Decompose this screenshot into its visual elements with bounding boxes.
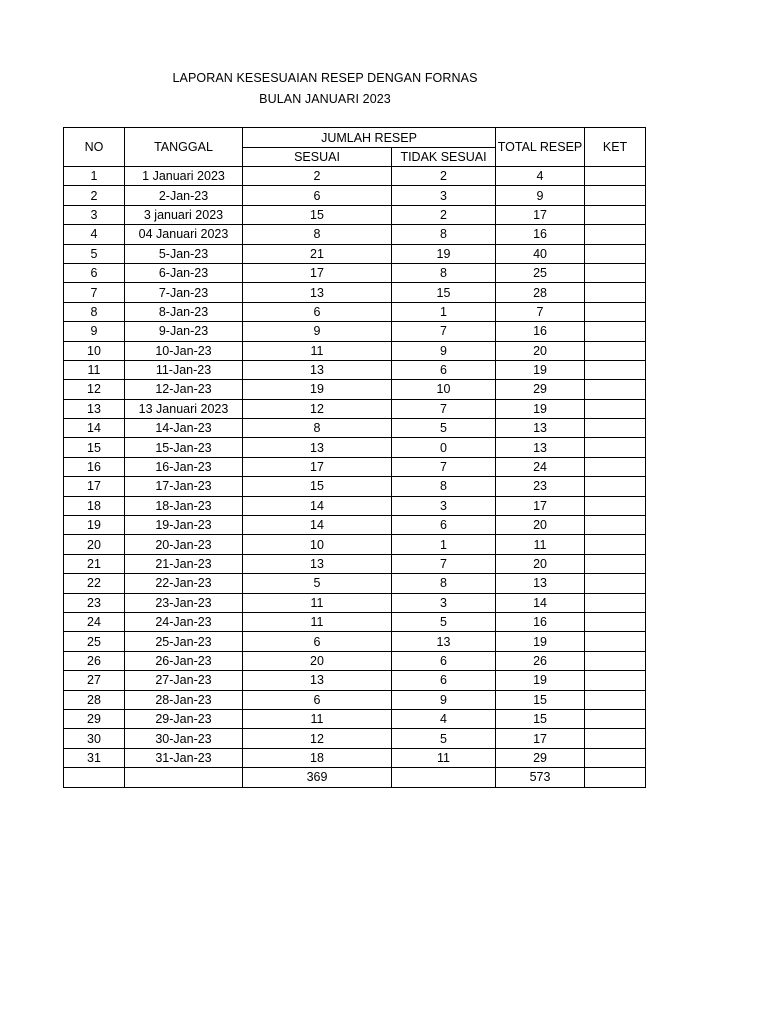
ket-cell	[585, 516, 646, 535]
sesuai-cell: 20	[243, 651, 392, 670]
ket-cell	[585, 438, 646, 457]
sesuai-cell: 2	[243, 167, 392, 186]
table-row	[64, 516, 646, 535]
tidak-sesuai-cell: 9	[392, 341, 496, 360]
total-resep-cell: 15	[496, 690, 585, 709]
tidak-sesuai-cell: 1	[392, 302, 496, 321]
ket-cell	[585, 263, 646, 282]
no-cell: 26	[64, 651, 125, 670]
no-cell: 4	[64, 225, 125, 244]
sesuai-cell: 11	[243, 709, 392, 728]
tanggal-cell: 24-Jan-23	[125, 612, 243, 631]
ket-cell	[585, 399, 646, 418]
table-row	[64, 186, 646, 205]
total-no-cell	[64, 768, 125, 787]
tanggal-cell: 19-Jan-23	[125, 516, 243, 535]
header-sesuai: SESUAI	[243, 148, 392, 167]
no-cell: 9	[64, 322, 125, 341]
table-row	[64, 244, 646, 263]
tidak-sesuai-cell: 7	[392, 554, 496, 573]
total-resep-cell: 9	[496, 186, 585, 205]
sesuai-cell: 14	[243, 516, 392, 535]
total-resep-cell: 17	[496, 729, 585, 748]
table-header-row	[64, 128, 646, 148]
ket-cell	[585, 380, 646, 399]
tanggal-cell: 31-Jan-23	[125, 748, 243, 767]
sesuai-cell: 5	[243, 574, 392, 593]
tanggal-cell: 13 Januari 2023	[125, 399, 243, 418]
tanggal-cell: 5-Jan-23	[125, 244, 243, 263]
no-cell: 8	[64, 302, 125, 321]
tanggal-cell: 30-Jan-23	[125, 729, 243, 748]
table-row	[64, 748, 646, 767]
tanggal-cell: 10-Jan-23	[125, 341, 243, 360]
sesuai-cell: 13	[243, 671, 392, 690]
no-cell: 17	[64, 477, 125, 496]
report-title: LAPORAN KESESUAIAN RESEP DENGAN FORNAS	[172, 71, 478, 85]
tidak-sesuai-cell: 2	[392, 205, 496, 224]
total-resep-cell: 19	[496, 360, 585, 379]
total-resep-cell: 14	[496, 593, 585, 612]
total-resep-cell: 20	[496, 341, 585, 360]
tidak-sesuai-cell: 11	[392, 748, 496, 767]
total-ket-cell	[585, 768, 646, 787]
sesuai-cell: 21	[243, 244, 392, 263]
tidak-sesuai-cell: 8	[392, 574, 496, 593]
table-row	[64, 632, 646, 651]
total-resep-cell: 13	[496, 438, 585, 457]
table-row	[64, 225, 646, 244]
tanggal-cell: 25-Jan-23	[125, 632, 243, 651]
header-no: NO	[64, 128, 125, 167]
total-resep-cell: 17	[496, 205, 585, 224]
tanggal-cell: 7-Jan-23	[125, 283, 243, 302]
tidak-sesuai-cell: 9	[392, 690, 496, 709]
tanggal-cell: 17-Jan-23	[125, 477, 243, 496]
total-resep-cell: 16	[496, 612, 585, 631]
sesuai-cell: 15	[243, 205, 392, 224]
total-resep-cell: 40	[496, 244, 585, 263]
table-row	[64, 457, 646, 476]
sesuai-cell: 12	[243, 729, 392, 748]
total-resep-cell: 573	[496, 768, 585, 787]
tidak-sesuai-cell: 8	[392, 225, 496, 244]
no-cell: 3	[64, 205, 125, 224]
total-resep-cell: 28	[496, 283, 585, 302]
no-cell: 31	[64, 748, 125, 767]
total-resep-cell: 20	[496, 554, 585, 573]
sesuai-cell: 6	[243, 302, 392, 321]
tanggal-cell: 9-Jan-23	[125, 322, 243, 341]
table-row	[64, 438, 646, 457]
ket-cell	[585, 322, 646, 341]
ket-cell	[585, 496, 646, 515]
no-cell: 11	[64, 360, 125, 379]
sesuai-cell: 15	[243, 477, 392, 496]
no-cell: 15	[64, 438, 125, 457]
ket-cell	[585, 612, 646, 631]
table-row	[64, 554, 646, 573]
table-row	[64, 322, 646, 341]
no-cell: 20	[64, 535, 125, 554]
ket-cell	[585, 748, 646, 767]
no-cell: 2	[64, 186, 125, 205]
total-resep-cell: 19	[496, 671, 585, 690]
ket-cell	[585, 457, 646, 476]
total-tidak-sesuai-cell	[392, 768, 496, 787]
table-row	[64, 535, 646, 554]
ket-cell	[585, 632, 646, 651]
ket-cell	[585, 225, 646, 244]
table-row	[64, 341, 646, 360]
table-row	[64, 380, 646, 399]
tanggal-cell: 21-Jan-23	[125, 554, 243, 573]
tidak-sesuai-cell: 6	[392, 671, 496, 690]
sesuai-cell: 9	[243, 322, 392, 341]
total-resep-cell: 4	[496, 167, 585, 186]
ket-cell	[585, 690, 646, 709]
sesuai-cell: 19	[243, 380, 392, 399]
sesuai-cell: 13	[243, 360, 392, 379]
total-resep-cell: 7	[496, 302, 585, 321]
table-row	[64, 496, 646, 515]
table-row	[64, 399, 646, 418]
total-resep-cell: 24	[496, 457, 585, 476]
table-row	[64, 612, 646, 631]
total-resep-cell: 15	[496, 709, 585, 728]
total-resep-cell: 13	[496, 574, 585, 593]
no-cell: 27	[64, 671, 125, 690]
ket-cell	[585, 593, 646, 612]
total-resep-cell: 17	[496, 496, 585, 515]
sesuai-cell: 6	[243, 186, 392, 205]
tidak-sesuai-cell: 5	[392, 612, 496, 631]
total-tanggal-cell	[125, 768, 243, 787]
table-row	[64, 360, 646, 379]
tidak-sesuai-cell: 13	[392, 632, 496, 651]
no-cell: 13	[64, 399, 125, 418]
tidak-sesuai-cell: 2	[392, 167, 496, 186]
tanggal-cell: 26-Jan-23	[125, 651, 243, 670]
tidak-sesuai-cell: 6	[392, 360, 496, 379]
sesuai-cell: 17	[243, 457, 392, 476]
tidak-sesuai-cell: 6	[392, 516, 496, 535]
tanggal-cell: 27-Jan-23	[125, 671, 243, 690]
tanggal-cell: 28-Jan-23	[125, 690, 243, 709]
ket-cell	[585, 186, 646, 205]
tidak-sesuai-cell: 10	[392, 380, 496, 399]
ket-cell	[585, 477, 646, 496]
ket-cell	[585, 360, 646, 379]
sesuai-cell: 13	[243, 554, 392, 573]
header-ket: KET	[585, 128, 646, 167]
tanggal-cell: 12-Jan-23	[125, 380, 243, 399]
sesuai-cell: 6	[243, 632, 392, 651]
table-row	[64, 477, 646, 496]
table-row	[64, 593, 646, 612]
total-resep-cell: 26	[496, 651, 585, 670]
report-subtitle: BULAN JANUARI 2023	[259, 92, 391, 106]
tanggal-cell: 11-Jan-23	[125, 360, 243, 379]
ket-cell	[585, 554, 646, 573]
tanggal-cell: 15-Jan-23	[125, 438, 243, 457]
header-tidak-sesuai: TIDAK SESUAI	[392, 148, 496, 167]
ket-cell	[585, 729, 646, 748]
ket-cell	[585, 419, 646, 438]
table-row	[64, 302, 646, 321]
no-cell: 14	[64, 419, 125, 438]
ket-cell	[585, 671, 646, 690]
tanggal-cell: 23-Jan-23	[125, 593, 243, 612]
table-row	[64, 690, 646, 709]
tanggal-cell: 14-Jan-23	[125, 419, 243, 438]
tanggal-cell: 3 januari 2023	[125, 205, 243, 224]
no-cell: 30	[64, 729, 125, 748]
tidak-sesuai-cell: 19	[392, 244, 496, 263]
tidak-sesuai-cell: 7	[392, 322, 496, 341]
header-total-resep: TOTAL RESEP	[496, 128, 585, 167]
sesuai-cell: 6	[243, 690, 392, 709]
total-resep-cell: 13	[496, 419, 585, 438]
no-cell: 16	[64, 457, 125, 476]
tidak-sesuai-cell: 3	[392, 186, 496, 205]
tanggal-cell: 29-Jan-23	[125, 709, 243, 728]
sesuai-cell: 12	[243, 399, 392, 418]
ket-cell	[585, 709, 646, 728]
table-row	[64, 419, 646, 438]
no-cell: 28	[64, 690, 125, 709]
sesuai-cell: 11	[243, 341, 392, 360]
header-tanggal: TANGGAL	[125, 128, 243, 167]
sesuai-cell: 11	[243, 593, 392, 612]
tidak-sesuai-cell: 8	[392, 477, 496, 496]
tanggal-cell: 16-Jan-23	[125, 457, 243, 476]
header-jumlah-resep: JUMLAH RESEP	[243, 128, 496, 148]
ket-cell	[585, 341, 646, 360]
total-resep-cell: 16	[496, 225, 585, 244]
total-sesuai-cell: 369	[243, 768, 392, 787]
ket-cell	[585, 651, 646, 670]
tidak-sesuai-cell: 5	[392, 729, 496, 748]
tanggal-cell: 6-Jan-23	[125, 263, 243, 282]
total-resep-cell: 29	[496, 748, 585, 767]
table-row	[64, 574, 646, 593]
table-body	[64, 167, 646, 768]
ket-cell	[585, 574, 646, 593]
tidak-sesuai-cell: 3	[392, 496, 496, 515]
no-cell: 24	[64, 612, 125, 631]
sesuai-cell: 8	[243, 419, 392, 438]
total-resep-cell: 23	[496, 477, 585, 496]
total-resep-cell: 11	[496, 535, 585, 554]
no-cell: 1	[64, 167, 125, 186]
table-row	[64, 729, 646, 748]
tanggal-cell: 20-Jan-23	[125, 535, 243, 554]
sesuai-cell: 10	[243, 535, 392, 554]
totals-row	[64, 768, 646, 787]
tidak-sesuai-cell: 8	[392, 263, 496, 282]
no-cell: 23	[64, 593, 125, 612]
sesuai-cell: 8	[243, 225, 392, 244]
table-row	[64, 263, 646, 282]
tidak-sesuai-cell: 5	[392, 419, 496, 438]
table-row	[64, 651, 646, 670]
total-resep-cell: 19	[496, 399, 585, 418]
table-row	[64, 709, 646, 728]
table-row	[64, 283, 646, 302]
ket-cell	[585, 283, 646, 302]
tanggal-cell: 2-Jan-23	[125, 186, 243, 205]
sesuai-cell: 13	[243, 438, 392, 457]
no-cell: 22	[64, 574, 125, 593]
tidak-sesuai-cell: 3	[392, 593, 496, 612]
prescription-table	[63, 127, 646, 788]
no-cell: 29	[64, 709, 125, 728]
ket-cell	[585, 302, 646, 321]
tanggal-cell: 1 Januari 2023	[125, 167, 243, 186]
table-row	[64, 167, 646, 186]
tanggal-cell: 22-Jan-23	[125, 574, 243, 593]
tidak-sesuai-cell: 7	[392, 457, 496, 476]
no-cell: 7	[64, 283, 125, 302]
ket-cell	[585, 205, 646, 224]
no-cell: 19	[64, 516, 125, 535]
total-resep-cell: 25	[496, 263, 585, 282]
table-row	[64, 671, 646, 690]
sesuai-cell: 14	[243, 496, 392, 515]
tanggal-cell: 18-Jan-23	[125, 496, 243, 515]
sesuai-cell: 18	[243, 748, 392, 767]
tidak-sesuai-cell: 4	[392, 709, 496, 728]
tanggal-cell: 8-Jan-23	[125, 302, 243, 321]
no-cell: 6	[64, 263, 125, 282]
no-cell: 12	[64, 380, 125, 399]
no-cell: 10	[64, 341, 125, 360]
total-resep-cell: 29	[496, 380, 585, 399]
total-resep-cell: 20	[496, 516, 585, 535]
ket-cell	[585, 244, 646, 263]
sesuai-cell: 17	[243, 263, 392, 282]
tidak-sesuai-cell: 6	[392, 651, 496, 670]
sesuai-cell: 13	[243, 283, 392, 302]
no-cell: 21	[64, 554, 125, 573]
total-resep-cell: 16	[496, 322, 585, 341]
tidak-sesuai-cell: 7	[392, 399, 496, 418]
no-cell: 5	[64, 244, 125, 263]
no-cell: 18	[64, 496, 125, 515]
no-cell: 25	[64, 632, 125, 651]
tidak-sesuai-cell: 0	[392, 438, 496, 457]
tidak-sesuai-cell: 1	[392, 535, 496, 554]
table-row	[64, 205, 646, 224]
tanggal-cell: 04 Januari 2023	[125, 225, 243, 244]
ket-cell	[585, 535, 646, 554]
total-resep-cell: 19	[496, 632, 585, 651]
sesuai-cell: 11	[243, 612, 392, 631]
ket-cell	[585, 167, 646, 186]
tidak-sesuai-cell: 15	[392, 283, 496, 302]
